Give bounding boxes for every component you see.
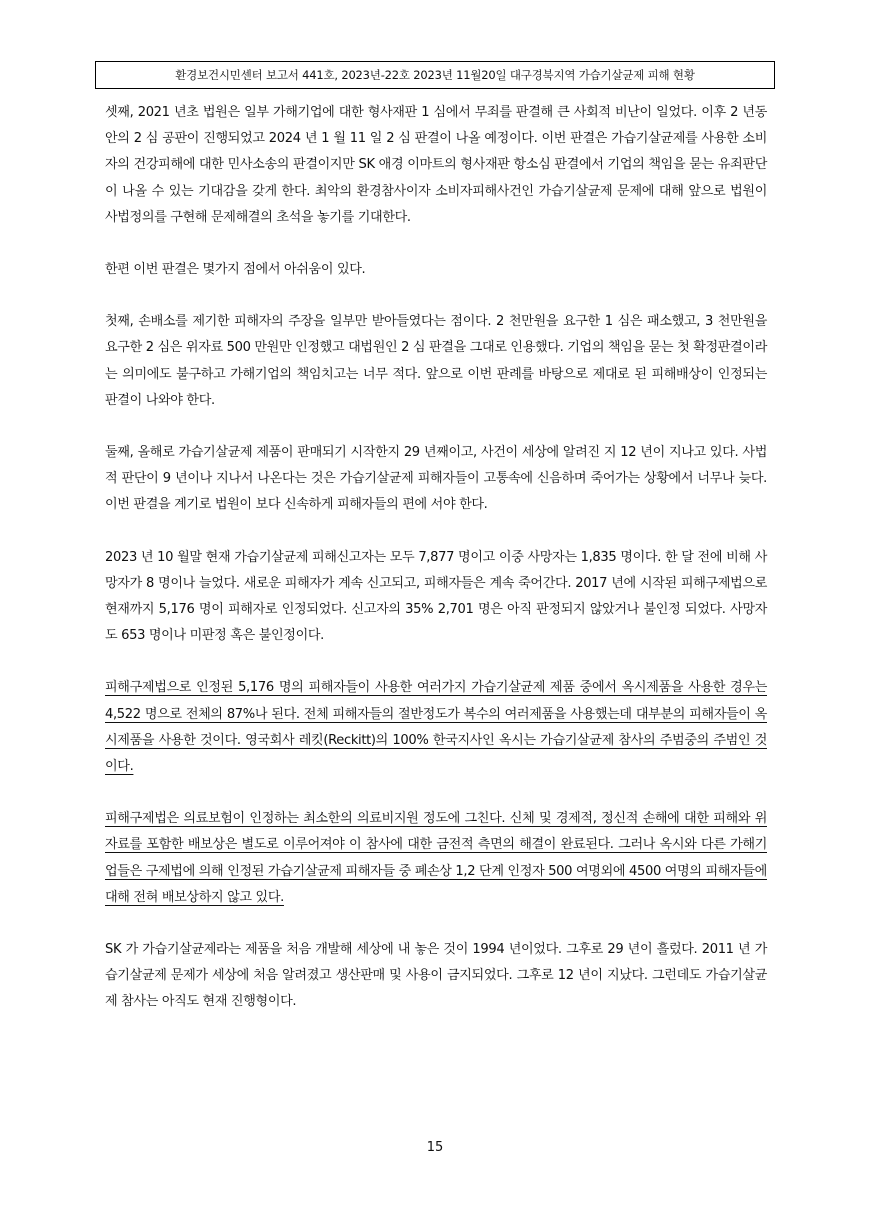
paragraph-first-regret: 첫째, 손배소를 제기한 피해자의 주장을 일부만 받아들였다는 점이다. 2 천만원을 요구한 1 심은 패소했고, 3 천만원을 요구한 2 심은 위자료 500 만원만 인정했고 대법원인 2 심 판결을 그대로 인용했다. 기업의 책임을 묻는 첫 확정판결이라는 의미에도 불구하고 가해기업의 책임치고는 너무 적다. 앞으로 이번 판례를 바탕으로 제대로 된 피해배상이 인정되는 판결이 나와야 한다.	[105, 314, 767, 408]
paragraph-sk-history: SK 가 가습기살균제라는 제품을 처음 개발해 세상에 내 놓은 것이 1994 년이었다. 그후로 29 년이 흘렀다. 2011 년 가습기살균제 문제가 세상에 처음 알려졌고 생산판매 및 사용이 금지되었다. 그후로 12 년이 지났다. 그런데도 가습기살균제 참사는 아직도 현재 진행형이다.	[105, 942, 767, 1010]
report-header	[95, 61, 775, 89]
paragraph-relief-law: 피해구제법은 의료보험이 인정하는 최소한의 의료비지원 정도에 그친다. 신체 및 경제적, 정신적 손해에 대한 피해와 위자료를 포함한 배보상은 별도로 이루어져야 이 참사에 대한 금전적 측면의 해결이 완료된다. 그러나 옥시와 다른 가해기업들은 구제법에 의해 인정된 가습기살균제 피해자들 중 폐손상 1,2 단계 인정자 500 여명외에 4500 여명의 피해자들에 대해 전혀 배보상하지 않고 있다.	[105, 811, 767, 905]
paragraph-regrets-intro: 한편 이번 판결은 몇가지 점에서 아쉬움이 있다.	[105, 262, 366, 278]
body-content	[105, 100, 767, 1016]
report-header-text: 환경보건시민센터 보고서 441호, 2023년-22호 2023년 11월20일 대구경북지역 가습기살균제 피해 현황	[175, 68, 695, 82]
paragraph-victim-statistics: 2023 년 10 월말 현재 가습기살균제 피해신고자는 모두 7,877 명이고 이중 사망자는 1,835 명이다. 한 달 전에 비해 사망자가 8 명이나 늘었다. 새로운 피해자가 계속 신고되고, 피해자들은 계속 죽어간다. 2017 년에 시작된 피해구제법으로 현재까지 5,176 명이 피해자로 인정되었다. 신고자의 35% 2,701 명은 아직 판정되지 않았거나 불인정 되었다. 사망자도 653 명이나 미판정 혹은 불인정이다.	[105, 549, 767, 644]
paragraph-third-point: 셋째, 2021 년초 법원은 일부 가해기업에 대한 형사재판 1 심에서 무죄를 판결해 큰 사회적 비난이 일었다. 이후 2 년동안의 2 심 공판이 진행되었고 2024 년 1 월 11 일 2 심 판결이 나올 예정이다. 이번 판결은 가습기살균제를 사용한 소비자의 건강피해에 대한 민사소송의 판결이지만 SK 애경 이마트의 형사재판 항소심 판결에서 기업의 책임을 묻는 유죄판단이 나올 수 있는 기대감을 갖게 한다. 최악의 환경참사이자 소비자피해사건인 가습기살균제 문제에 대해 앞으로 법원이 사법정의를 구현해 문제해결의 초석을 놓기를 기대한다.	[105, 105, 767, 225]
paragraph-oxy-products: 피해구제법으로 인정된 5,176 명의 피해자들이 사용한 여러가지 가습기살균제 제품 중에서 옥시제품을 사용한 경우는 4,522 명으로 전체의 87%나 된다. 전체 피해자들의 절반정도가 복수의 여러제품을 사용했는데 대부분의 피해자들이 옥시제품을 사용한 것이다. 영국회사 레킷(Reckitt)의 100% 한국지사인 옥시는 가습기살균제 참사의 주범중의 주범인 것이다.	[105, 680, 767, 775]
page-number: 15	[426, 1140, 444, 1155]
paragraph-second-regret: 둘째, 올해로 가습기살균제 제품이 판매되기 시작한지 29 년째이고, 사건이 세상에 알려진 지 12 년이 지나고 있다. 사법적 판단이 9 년이나 지나서 나온다는 것은 가습기살균제 피해자들이 고통속에 신음하며 죽어가는 상황에서 너무나 늦다. 이번 판결을 계기로 법원이 보다 신속하게 피해자들의 편에 서야 한다.	[105, 445, 767, 513]
